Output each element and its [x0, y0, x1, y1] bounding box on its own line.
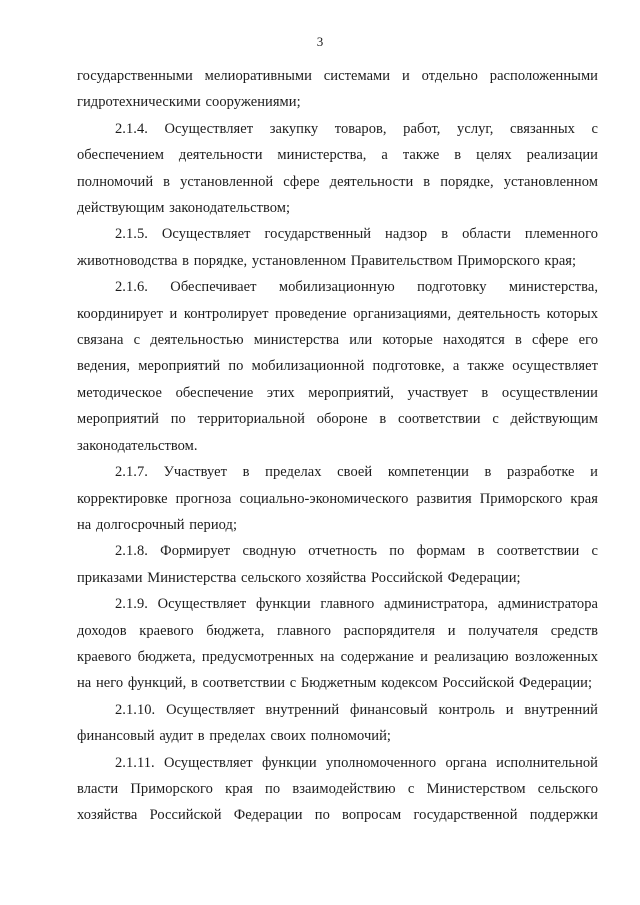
- paragraph-2-1-4: 2.1.4. Осуществляет закупку товаров, работ, услуг, связанных с обеспечением деятельности министерства, а также в целях реализации полномочий в установленной сфере деятельности в порядке, установленном действующим законодательством;: [77, 120, 598, 217]
- page-number: 3: [316, 34, 324, 49]
- paragraph-2-1-9: 2.1.9. Осуществляет функции главного администратора, администратора доходов краевого бюджета, главного распорядителя и получателя средств краевого бюджета, предусмотренных на содержание и реализацию возложенных на него функций, в соответствии с Бюджетным кодексом Российской Федерации;: [77, 596, 598, 692]
- paragraph-2-1-7: 2.1.7. Участвует в пределах своей компетенции в разработке и корректировке прогноза социально-экономического развития Приморского края на долгосрочный период;: [77, 464, 598, 533]
- paragraph-2-1-8: 2.1.8. Формирует сводную отчетность по формам в соответствии с приказами Министерства сельского хозяйства Российской Федерации;: [77, 543, 598, 586]
- paragraph-2-1-5: 2.1.5. Осуществляет государственный надзор в области племенного животноводства в порядке, установленном Правительством Приморского края;: [77, 226, 598, 269]
- paragraph-2-1-11: 2.1.11. Осуществляет функции уполномоченного органа исполнительной власти Приморского края по взаимодействию с Министерством сельского хозяйства Российской Федерации по вопросам государственной поддержки: [77, 754, 598, 824]
- paragraph-2-1-6: 2.1.6. Обеспечивает мобилизационную подготовку министерства, координирует и контролирует проведение организациями, деятельность которых связана с деятельностью министерства или которые находятся в сфере его ведения, мероприятий по мобилизационной подготовке, а также осуществляет методическое обеспечение этих мероприятий, участвует в осуществлении мероприятий по территориальной обороне в соответствии с действующим законодательством.: [77, 279, 598, 454]
- paragraph-2-1-10: 2.1.10. Осуществляет внутренний финансовый контроль и внутренний финансовый аудит в пределах своих полномочий;: [77, 701, 598, 745]
- document-body: [77, 63, 598, 829]
- paragraph-continuation: государственными мелиоративными системами и отдельно расположенными гидротехническими сооружениями;: [77, 68, 598, 111]
